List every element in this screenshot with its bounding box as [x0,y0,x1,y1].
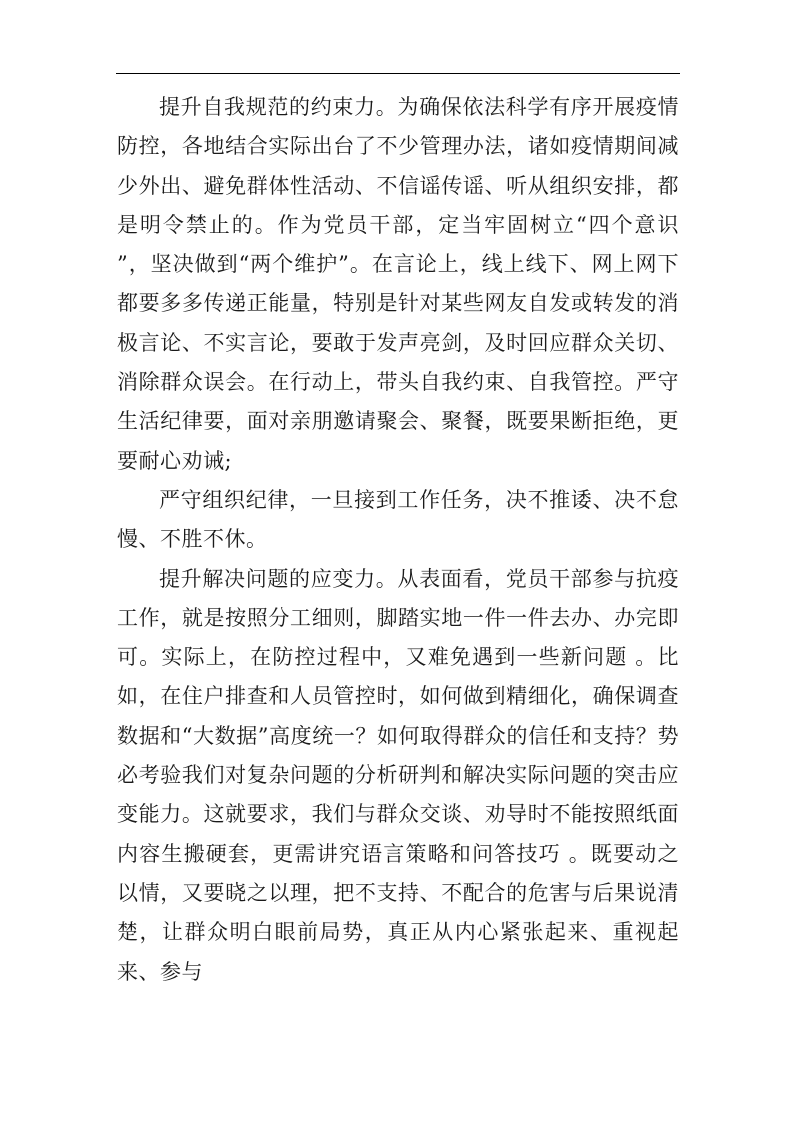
header-rule [116,73,680,74]
paragraph-self-discipline: 提升自我规范的约束力。为确保依法科学有序开展疫情防控，各地结合实际出台了不少管理办法，诸如疫情期间减少外出、避免群体性活动、不信谣传谣、听从组织安排，都是明令禁止的。作为党员干部，定当牢固树立“四个意识 ”，坚决做到“两个维护”。在言论上，线上线下、网上网下都要多多传递正能量，特别是针对某些网友自发或转发的消极言论、不实言论，要敢于发声亮剑，及时回应群众关切、消除群众误会。在行动上，带头自我约束、自我管控。严守生活纪律要，面对亲朋邀请聚会、聚餐，既要果断拒绝，更要耐心劝诫; [117,95,679,473]
paragraph-problem-solving: 提升解决问题的应变力。从表面看，党员干部参与抗疫工作，就是按照分工细则，脚踏实地一件一件去办、办完即可。实际上，在防控过程中，又难免遇到一些新问题 。比如，在住户排查和人员管控时，如何做到精细化，确保调查数据和“大数据”高度统一？如何取得群众的信任和支持？势必考验我们对复杂问题的分析研判和解决实际问题的突击应变能力。这就要求，我们与群众交谈、劝导时不能按照纸面内容生搬硬套，更需讲究语言策略和问答技巧 。既要动之以情，又要晓之以理，把不支持、不配合的危害与后果说清楚，让群众明白眼前局势，真正从内心紧张起来、重视起来、参与 [117,566,679,984]
paragraph-organization-discipline: 严守组织纪律，一旦接到工作任务，决不推诿、决不怠慢、不胜不休。 [117,487,679,552]
document-body [117,88,679,992]
